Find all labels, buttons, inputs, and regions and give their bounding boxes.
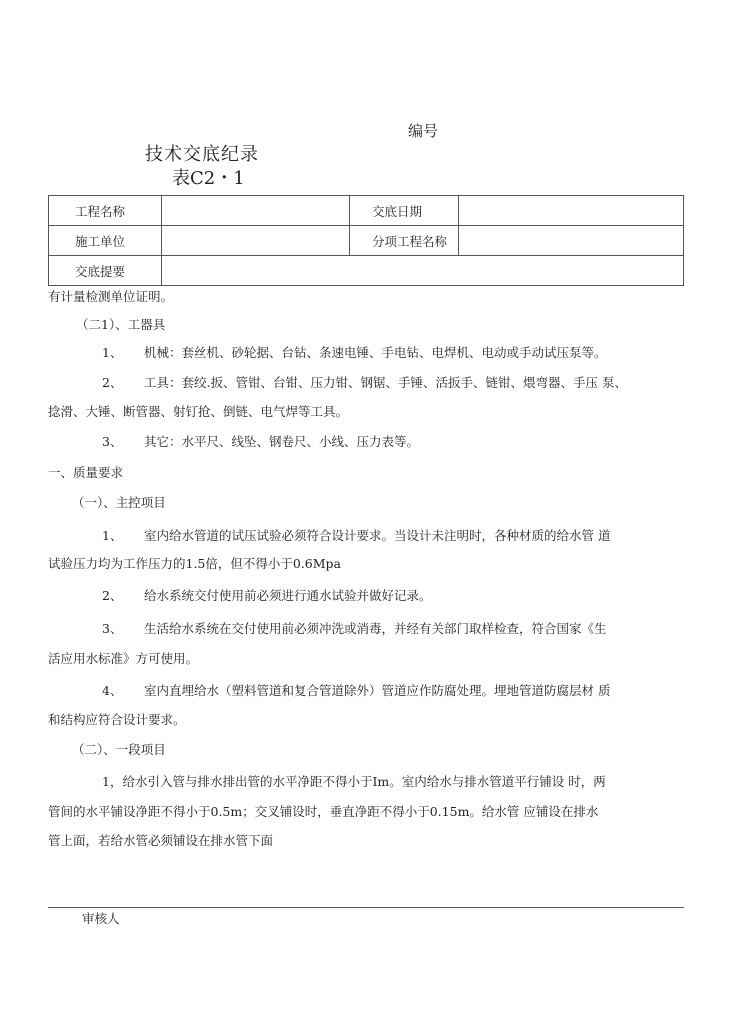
paragraph-line: 活应用水标准》方可使用。 — [48, 651, 199, 666]
item-number: 2、 — [102, 588, 123, 603]
item-text: 机械：套丝机、砂轮据、台钻、条速电锤、手电钻、电焊机、电动或手动试压泵等。 — [144, 345, 607, 360]
item-text: 其它：水平尺、线坠、钢卷尺、小线、压力表等。 — [144, 434, 420, 449]
contractor-label: 施工单位 — [49, 226, 162, 256]
table-row — [49, 256, 684, 286]
project-name-field[interactable] — [162, 196, 350, 226]
item-text: 室内直埋给水（塑料管道和复合管道除外）管道应作防腐处理。埋地管道防腐层材 质 — [144, 683, 611, 698]
paragraph-line: 有计量检测单位证明。 — [48, 289, 174, 304]
item-number: 1、 — [102, 528, 123, 543]
date-field[interactable] — [459, 196, 684, 226]
item-text: 室内给水管道的试压试验必须符合设计要求。当设计未注明时，各种材质的给水管 道 — [144, 528, 611, 543]
section-heading: （二1）、工器具 — [76, 317, 166, 332]
paragraph-line: 捻滑、大锤、断管器、射钉抢、倒链、电气焊等工具。 — [48, 404, 349, 419]
list-item — [102, 677, 732, 705]
contractor-field[interactable] — [162, 226, 350, 256]
list-item — [102, 369, 732, 397]
sub-item-field[interactable] — [459, 226, 684, 256]
summary-label: 交底提要 — [49, 256, 162, 286]
footer-divider — [48, 907, 684, 908]
item-text: 生活给水系统在交付使用前必须冲洗或消毒，并经有关部门取样检查，符合国家《生 — [144, 621, 607, 636]
document-title: 技术交底纪录 — [145, 144, 259, 165]
list-item — [102, 428, 732, 456]
list-item — [102, 339, 732, 367]
section-heading: （一）、主控项目 — [72, 495, 166, 510]
item-number: 4、 — [102, 683, 123, 698]
date-label: 交底日期 — [350, 196, 459, 226]
table-row — [49, 226, 684, 256]
paragraph-line: 试验压力均为工作压力的1.5倍，但不得小于0.6Mpa — [48, 556, 342, 571]
item-text: 给水系统交付使用前必须进行通水试验并做好记录。 — [144, 588, 432, 603]
serial-number-label: 编号 — [408, 122, 439, 140]
summary-field[interactable] — [162, 256, 684, 286]
sub-item-label: 分项工程名称 — [350, 226, 459, 256]
list-item — [102, 615, 732, 643]
paragraph-line: 管上面，若给水管必须铺设在排水管下面 — [48, 833, 274, 848]
section-heading: 一、质量要求 — [48, 465, 124, 480]
list-item — [102, 522, 732, 550]
table-row — [49, 196, 684, 226]
reviewer-label: 审核人 — [82, 911, 120, 926]
list-item — [102, 582, 732, 610]
item-number: 3、 — [102, 621, 123, 636]
section-heading: （二）、一段项目 — [72, 742, 166, 757]
paragraph-line: 1，给水引入管与排水排出管的水平净距不得小于Im。室内给水与排水管道平行铺设 时，两 — [102, 774, 606, 789]
form-number: 表C2・1 — [172, 168, 245, 189]
item-number: 1、 — [102, 345, 123, 360]
paragraph-line: 和结构应符合设计要求。 — [48, 712, 186, 727]
info-table — [48, 195, 684, 286]
item-number: 3、 — [102, 434, 123, 449]
project-name-label: 工程名称 — [49, 196, 162, 226]
item-text: 工具：套绞.扳、管钳、台钳、压力钳、钢锯、手锤、活扳手、链钳、煨弯器、手压 泵、 — [144, 375, 627, 390]
paragraph-line: 管间的水平铺设净距不得小于0.5m；交叉铺设时，垂直净距不得小于0.15m。给水管 应铺设在排水 — [48, 804, 599, 819]
item-number: 2、 — [102, 375, 123, 390]
